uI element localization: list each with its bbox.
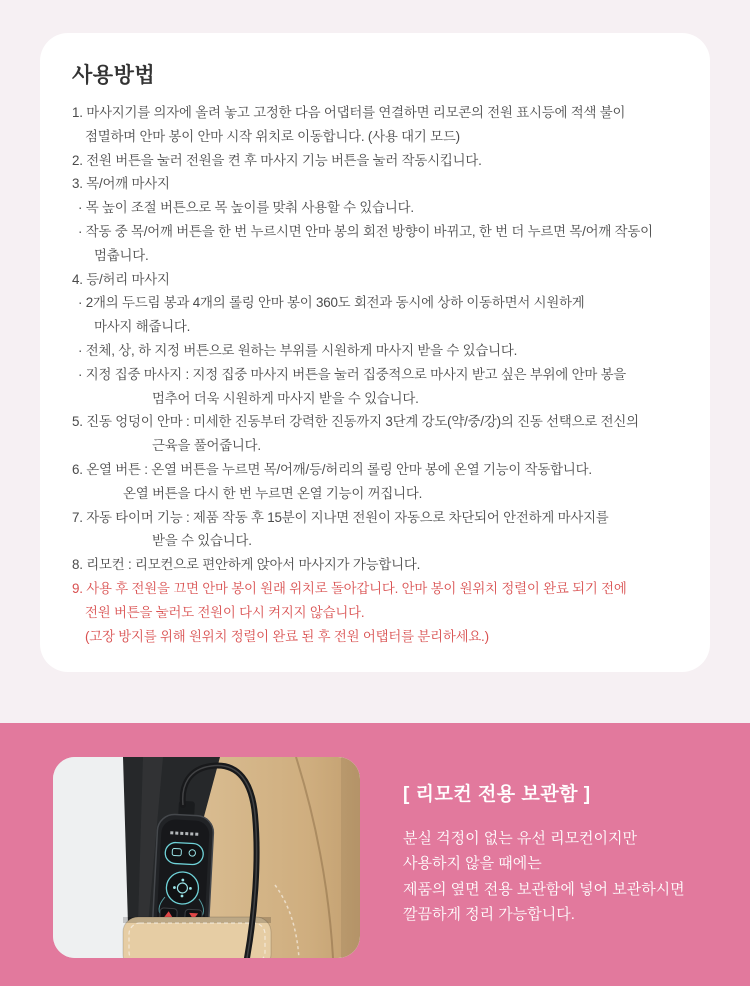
instruction-line: · 전체, 상, 하 지정 버튼으로 원하는 부위를 시원하게 마사지 받을 수 있습니다. (78, 342, 518, 358)
instruction-line: 8. 리모컨 : 리모컨으로 편안하게 앉아서 마사지가 가능합니다. (72, 557, 421, 573)
storage-line: 사용하지 않을 때에는 (403, 855, 542, 873)
instruction-line: (고장 방지를 위해 원위치 정렬이 완료 된 후 전원 어탭터를 분리하세요.) (85, 628, 489, 644)
storage-line: 분실 걱정이 없는 유선 리모컨이지만 (403, 830, 638, 847)
instruction-line: · 2개의 두드림 봉과 4개의 롤링 안마 봉이 360도 회전과 동시에 상하 이동하면서 시원하게 (78, 295, 585, 311)
mode-pill-button (165, 842, 204, 865)
usage-instructions-card (40, 33, 710, 672)
storage-line: 제품의 옆면 전용 보관함에 넣어 보관하시면 (403, 880, 685, 898)
instruction-line: · 목 높이 조절 버튼으로 목 높이를 맞춰 사용할 수 있습니다. (78, 200, 414, 216)
chair-edge-shadow (341, 757, 360, 958)
instruction-line: 2. 전원 버튼을 눌러 전원을 켠 후 마사지 기능 버튼을 눌러 작동시킵니다. (72, 152, 482, 168)
instruction-line: 멈춥니다. (94, 247, 149, 263)
instruction-line: 1. 마사지기를 의자에 올려 놓고 고정한 다음 어댑터를 연결하면 리모콘의 전원 표시등에 적색 불이 (72, 105, 626, 120)
instruction-line: 5. 진동 엉덩이 안마 : 미세한 진동부터 강력한 진동까지 3단계 강도(약/중/강)의 진동 선택으로 전신의 (72, 414, 639, 430)
storage-description (403, 779, 685, 928)
instruction-list (72, 101, 698, 648)
massage-round-button (166, 871, 200, 905)
remote-photo-illustration (53, 757, 360, 958)
instruction-line: 근육을 풀어줍니다. (152, 438, 261, 454)
instruction-line: 3. 목/어깨 마사지 (72, 176, 170, 192)
instruction-line: · 작동 중 목/어깨 버튼을 한 번 누르시면 안마 봉의 회전 방향이 바뀌고, 한 번 더 누르면 목/어깨 작동이 (78, 223, 653, 239)
instruction-line: 7. 자동 타이머 기능 : 제품 작동 후 15분이 지나면 전원이 자동으로 차단되어 안전하게 마사지를 (72, 509, 609, 525)
instruction-line: 6. 온열 버튼 : 온열 버튼을 누르면 목/어깨/등/허리의 롤링 안마 봉에 온열 기능이 작동합니다. (72, 461, 592, 477)
instruction-line: 9. 사용 후 전원을 끄면 안마 봉이 원래 위치로 돌아갑니다. 안마 봉이 원위치 정렬이 완료 되기 전에 (72, 580, 627, 596)
storage-compartment-section (0, 723, 750, 986)
pocket-opening-shadow (123, 917, 271, 923)
instruction-line: 전원 버튼을 눌러도 전원이 다시 켜지지 않습니다. (85, 604, 365, 620)
instruction-line: 4. 등/허리 마사지 (72, 271, 170, 287)
page-title: 사용방법 (72, 64, 156, 87)
remote-control (152, 800, 215, 937)
storage-lines (403, 826, 685, 928)
storage-heading: [ 리모컨 전용 보관함 ] (403, 784, 591, 805)
instruction-line: 멈추어 더욱 시원하게 마사지 받을 수 있습니다. (152, 390, 419, 406)
instruction-line: 마사지 해줍니다. (94, 319, 191, 335)
remote-in-pocket-photo (53, 757, 360, 958)
instruction-line: 온열 버튼을 다시 한 번 누르면 온열 기능이 꺼집니다. (123, 485, 423, 501)
instruction-line: 점멸하며 안마 봉이 안마 시작 위치로 이동합니다. (사용 대기 모드) (85, 128, 460, 144)
instruction-line: 받을 수 있습니다. (152, 533, 252, 549)
storage-line: 깔끔하게 정리 가능합니다. (403, 906, 575, 924)
instruction-line: · 지정 집중 마사지 : 지정 집중 마사지 버튼을 눌러 집중적으로 마사지 받고 싶은 부위에 안마 봉을 (78, 366, 627, 382)
